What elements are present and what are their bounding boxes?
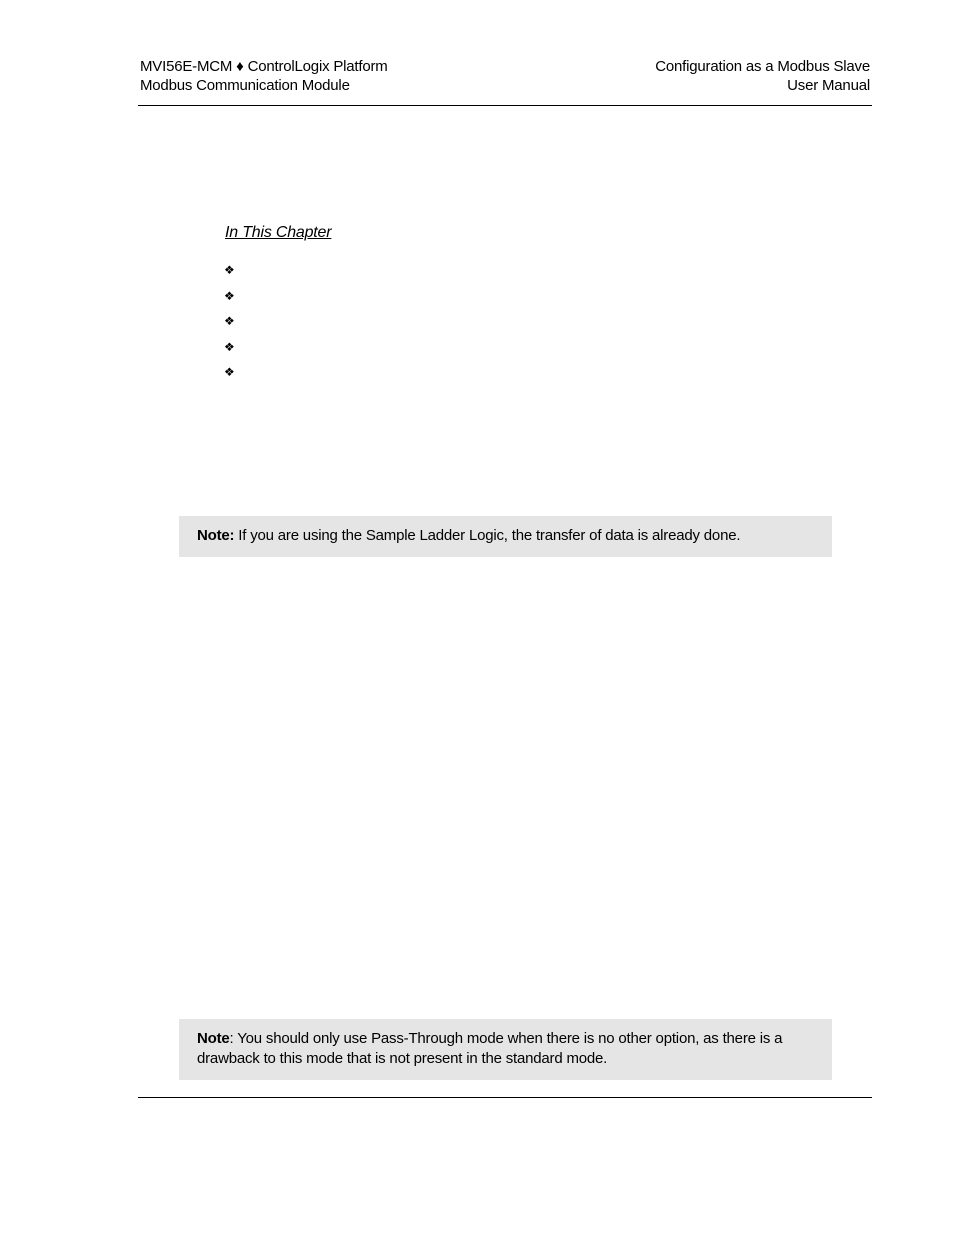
note-text: If you are using the Sample Ladder Logic, the transfer of data is already done. <box>234 527 741 544</box>
list-item <box>224 339 238 365</box>
diamond-bullet-icon: ❖ <box>224 339 235 354</box>
list-item <box>224 288 238 314</box>
list-item <box>224 364 238 390</box>
header-divider <box>138 105 872 106</box>
diamond-bullet-icon: ❖ <box>224 365 235 379</box>
header-product-subtitle: Modbus Communication Module <box>140 77 350 94</box>
diamond-bullet-icon: ❖ <box>224 288 235 303</box>
chapter-contents-heading: In This Chapter <box>225 224 332 241</box>
note-pass-through-mode <box>179 1019 832 1080</box>
chapter-contents-list <box>224 262 238 390</box>
note-label: Note <box>197 1030 230 1047</box>
header-right <box>655 57 870 95</box>
note-sample-ladder-logic <box>179 516 832 557</box>
list-item <box>224 313 238 339</box>
list-item <box>224 262 238 288</box>
header-product-title: MVI56E-MCM ♦ ControlLogix Platform <box>140 58 388 75</box>
note-text: : You should only use Pass-Through mode when there is no other option, as there is a drawback to this mode that is not present in the standard mode. <box>197 1030 783 1067</box>
diamond-bullet-icon: ❖ <box>224 314 235 328</box>
header-section-title: Configuration as a Modbus Slave <box>655 58 870 75</box>
footer-divider <box>138 1097 872 1098</box>
note-label: Note: <box>197 527 235 544</box>
header-left <box>140 57 388 95</box>
diamond-bullet-icon: ❖ <box>224 263 235 277</box>
header-manual-type: User Manual <box>787 77 870 94</box>
